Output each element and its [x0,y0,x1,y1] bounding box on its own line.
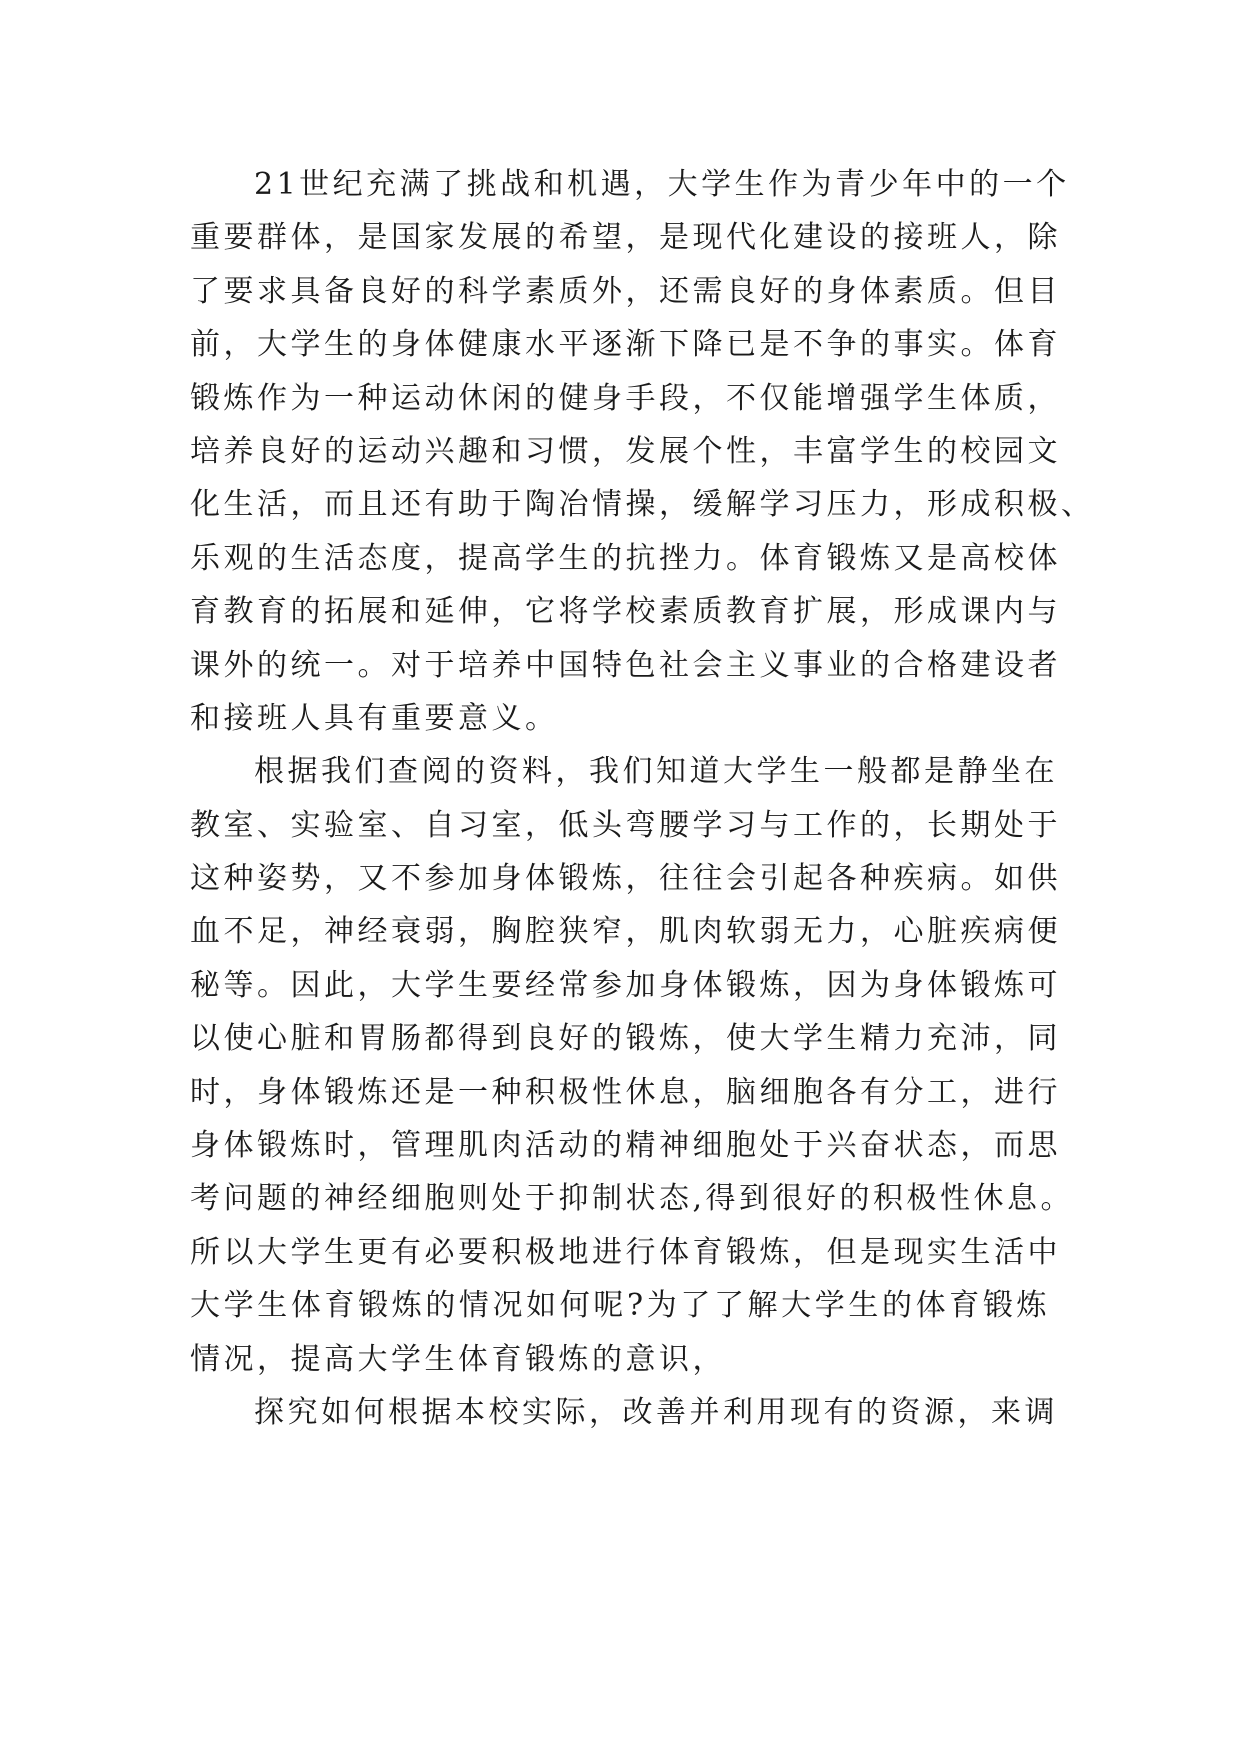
text-line: 大学生体育锻炼的情况如何呢?为了了解大学生的体育锻炼 [190,1288,1050,1324]
text-line: 情况，提高大学生体育锻炼的意识， [190,1341,726,1377]
text-line: 了要求具备良好的科学素质外，还需良好的身体素质。但目 [190,273,1061,309]
text-line: 和接班人具有重要意义。 [190,700,559,736]
text-line: 锻炼作为一种运动休闲的健身手段，不仅能增强学生体质， [190,380,1061,416]
text-line: 重要群体，是国家发展的希望，是现代化建设的接班人，除 [190,220,1061,256]
text-line: 所以大学生更有必要积极地进行体育锻炼，但是现实生活中 [190,1234,1061,1270]
text-line: 以使心脏和胃肠都得到良好的锻炼，使大学生精力充沛，同 [190,1021,1061,1057]
text-line: 乐观的生活态度，提高学生的抗挫力。体育锻炼又是高校体 [190,540,1061,576]
paragraph-1 [190,158,1095,745]
paragraph-2 [190,745,1075,1386]
text-line: 教室、实验室、自习室，低头弯腰学习与工作的，长期处于 [190,807,1061,843]
document-body [190,158,1095,1439]
text-line: 培养良好的运动兴趣和习惯，发展个性，丰富学生的校园文 [190,433,1061,469]
text-line: 化生活，而且还有助于陶冶情操，缓解学习压力，形成积极、 [190,487,1095,523]
text-line: 育教育的拓展和延伸，它将学校素质教育扩展，形成课内与 [190,594,1061,630]
text-line: 血不足，神经衰弱，胸腔狭窄，肌肉软弱无力，心脏疾病便 [190,914,1061,950]
text-line: 身体锻炼时，管理肌肉活动的精神细胞处于兴奋状态，而思 [190,1128,1061,1164]
text-line: 根据我们查阅的资料，我们知道大学生一般都是静坐在 [254,754,1058,790]
text-line: 秘等。因此，大学生要经常参加身体锻炼，因为身体锻炼可 [190,967,1061,1003]
text-line: 这种姿势，又不参加身体锻炼，往往会引起各种疾病。如供 [190,861,1061,897]
text-line: 21世纪充满了挑战和机遇，大学生作为青少年中的一个 [254,167,1070,202]
paragraph-3 [190,1386,1058,1439]
text-line: 时，身体锻炼还是一种积极性休息，脑细胞各有分工，进行 [190,1074,1061,1110]
text-line: 前，大学生的身体健康水平逐渐下降已是不争的事实。体育 [190,327,1061,363]
text-line: 考问题的神经细胞则处于抑制状态,得到很好的积极性休息。 [190,1181,1075,1217]
text-line: 课外的统一。对于培养中国特色社会主义事业的合格建设者 [190,647,1061,683]
text-line: 探究如何根据本校实际，改善并利用现有的资源，来调 [254,1394,1058,1430]
